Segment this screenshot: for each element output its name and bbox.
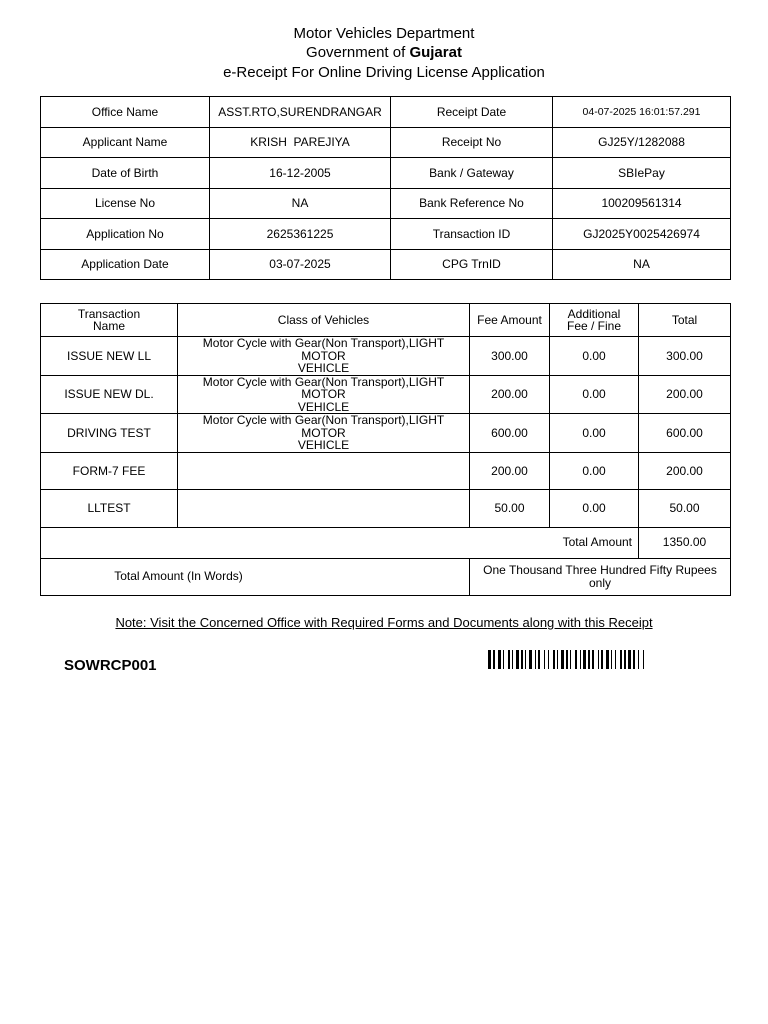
fee-row	[41, 375, 731, 414]
fee-row-additional: 0.00	[550, 414, 639, 453]
total-amount-value: 1350.00	[639, 527, 731, 558]
fee-row-total: 300.00	[639, 337, 731, 376]
total-words-label: Total Amount (In Words)	[41, 558, 470, 595]
fee-row-class: Motor Cycle with Gear(Non Transport),LIGHT MOTOR VEHICLE	[178, 414, 470, 453]
fee-row-total: 50.00	[639, 490, 731, 528]
receipt-no-value: GJ25Y/1282088	[553, 127, 731, 158]
fee-row-class: Motor Cycle with Gear(Non Transport),LIGHT MOTOR VEHICLE	[178, 337, 470, 376]
receipt-title: e-Receipt For Online Driving License Application	[223, 64, 545, 81]
transaction-id-label: Transaction ID	[391, 219, 553, 250]
fee-row-fee: 600.00	[470, 414, 550, 453]
fee-row-total: 600.00	[639, 414, 731, 453]
receipt-date-label: Receipt Date	[391, 97, 553, 128]
fee-table	[40, 303, 731, 596]
header-fee-amount: Fee Amount	[470, 304, 550, 337]
license-no-label: License No	[41, 188, 210, 219]
info-row	[41, 127, 731, 158]
fee-row-name: DRIVING TEST	[41, 414, 178, 453]
header-transaction-name: Transaction Name	[41, 304, 178, 337]
fee-row-class	[178, 490, 470, 528]
transaction-id-value: GJ2025Y0025426974	[553, 219, 731, 250]
header-additional-fee: Additional Fee / Fine	[550, 304, 639, 337]
info-row	[41, 188, 731, 219]
fee-row-fee: 200.00	[470, 452, 550, 490]
fee-row-class	[178, 452, 470, 490]
info-row	[41, 97, 731, 128]
total-words-row	[41, 558, 731, 595]
header-total: Total	[639, 304, 731, 337]
state-name: Gujarat	[409, 44, 462, 61]
fee-row-class: Motor Cycle with Gear(Non Transport),LIGHT MOTOR VEHICLE	[178, 375, 470, 414]
info-row	[41, 158, 731, 189]
fee-row-fee: 300.00	[470, 337, 550, 376]
bank-ref-label: Bank Reference No	[391, 188, 553, 219]
fee-row	[41, 452, 731, 490]
fee-row-additional: 0.00	[550, 337, 639, 376]
government-title	[0, 43, 768, 62]
office-name-value: ASST.RTO,SURENDRANGAR	[210, 97, 391, 128]
government-prefix: Government of	[306, 44, 410, 61]
fee-row-additional: 0.00	[550, 375, 639, 414]
fee-row-name: LLTEST	[41, 490, 178, 528]
fee-row	[41, 414, 731, 453]
receipt-note: Note: Visit the Concerned Office with Required Forms and Documents along with this Receipt	[115, 615, 653, 630]
fee-row	[41, 337, 731, 376]
applicant-info-table	[40, 96, 731, 280]
license-no-value: NA	[210, 188, 391, 219]
receipt-date-value: 04-07-2025 16:01:57.291	[553, 97, 731, 128]
fee-row	[41, 490, 731, 528]
application-no-label: Application No	[41, 219, 210, 250]
dob-label: Date of Birth	[41, 158, 210, 189]
fee-row-name: ISSUE NEW DL.	[41, 375, 178, 414]
receipt-code: SOWRCP001	[64, 657, 157, 674]
applicant-name-label: Applicant Name	[41, 127, 210, 158]
application-date-value: 03-07-2025	[210, 249, 391, 280]
department-title: Motor Vehicles Department	[293, 25, 475, 42]
total-amount-label: Total Amount	[41, 527, 639, 558]
fee-row-fee: 50.00	[470, 490, 550, 528]
cpg-label: CPG TrnID	[391, 249, 553, 280]
office-name-label: Office Name	[41, 97, 210, 128]
application-date-label: Application Date	[41, 249, 210, 280]
info-row	[41, 219, 731, 250]
fee-row-additional: 0.00	[550, 490, 639, 528]
info-row	[41, 249, 731, 280]
header-class-of-vehicles: Class of Vehicles	[178, 304, 470, 337]
fee-row-total: 200.00	[639, 452, 731, 490]
barcode	[488, 650, 702, 669]
applicant-name-value: KRISH PAREJIYA	[210, 127, 391, 158]
fee-row-fee: 200.00	[470, 375, 550, 414]
bank-gateway-label: Bank / Gateway	[391, 158, 553, 189]
cpg-value: NA	[553, 249, 731, 280]
fee-table-header	[41, 304, 731, 337]
fee-row-name: ISSUE NEW LL	[41, 337, 178, 376]
total-amount-row	[41, 527, 731, 558]
application-no-value: 2625361225	[210, 219, 391, 250]
bank-ref-value: 100209561314	[553, 188, 731, 219]
fee-row-name: FORM-7 FEE	[41, 452, 178, 490]
fee-row-additional: 0.00	[550, 452, 639, 490]
receipt-no-label: Receipt No	[391, 127, 553, 158]
fee-row-total: 200.00	[639, 375, 731, 414]
total-words-value: One Thousand Three Hundred Fifty Rupees only	[470, 558, 731, 595]
dob-value: 16-12-2005	[210, 158, 391, 189]
bank-gateway-value: SBIePay	[553, 158, 731, 189]
